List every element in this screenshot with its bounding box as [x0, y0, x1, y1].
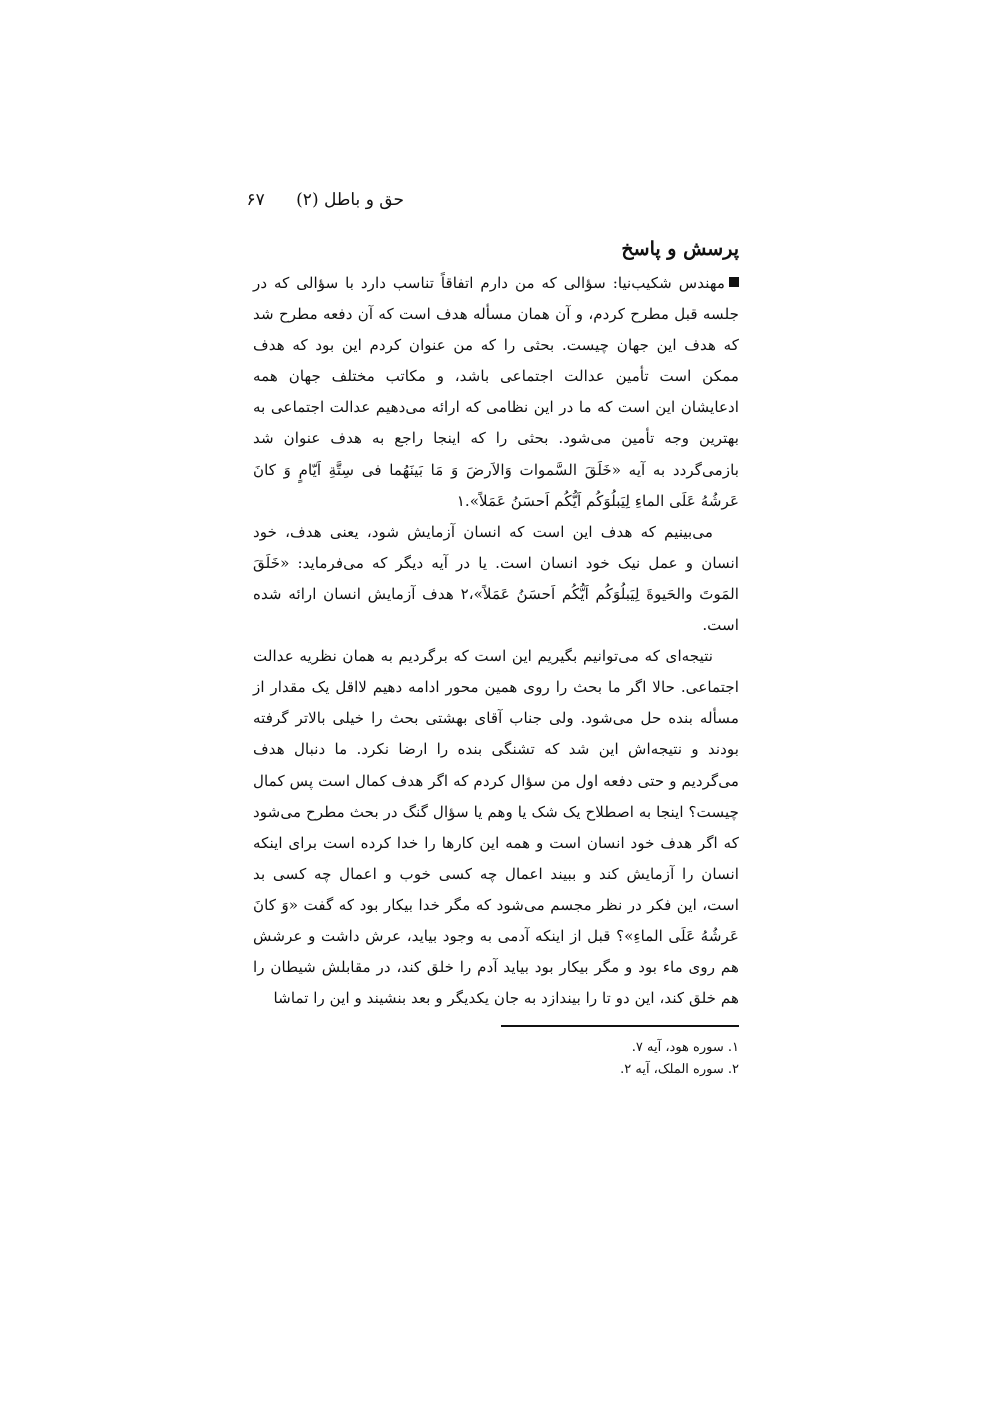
- bullet-square-icon: [729, 277, 739, 287]
- paragraph: نتیجه‌ای که می‌توانیم بگیریم این است که برگردیم به همان نظریه عدالت اجتماعی. حالا اگر ما بحث را روی همین محور ادامه دهیم لااقل یک مقدار از مسأله بنده حل می‌شود. ولی جناب آقای بهشتی بحث را خیلی بالاتر گرفته بودند و نتیجه‌اش این شد که تشنگی بنده را ارضا نکرد. ما دنبال هدف می‌گردیم و حتی دفعه اول من سؤال کردم که اگر هدف کمال است پس کمال چیست؟ اینجا به اصطلاح یک شک یا وهم یا سؤال گنگ در بحث مطرح می‌شود که اگر هدف خود انسان است و همه این کارها را خدا کرده است برای اینکه انسان را آزمایش کند و ببیند اعمال چه کسی خوب و اعمال چه کسی بد است، این فکر در نظر مجسم می‌شود که مگر خدا بیکار بود که گفت «وَ کانَ عَرشُهُ عَلَی الماءِ»؟ قبل از اینکه آدمی به وجود بیاید، عرش داشت و عرشش هم روی ماء بود و مگر بیکار بود بیاید آدم را خلق کند، در مقابلش شیطان را هم خلق کند، این دو تا را بیندازد به جان یکدیگر و بعد بنشیند و این را تماشا: [253, 647, 739, 1008]
- paragraph: می‌بینیم که هدف این است که انسان آزمایش شود، یعنی هدف، خود انسان و عمل نیک خود انسان است. یا در آیه دیگر که می‌فرماید: «خَلَقَ المَوتَ والحَیوةَ لِیَبلُوَکُم اَیُّکُم اَحسَنُ عَمَلاً»،۲ هدف آزمایش انسان ارائه شده است.: [253, 522, 739, 635]
- page-number: ۶۷: [246, 190, 265, 210]
- section-title: پرسش و پاسخ: [621, 238, 739, 260]
- main-content: [253, 232, 739, 1014]
- paragraph-question: [253, 268, 739, 517]
- footnote-2: ۲. سوره الملک، آیه ۲.: [620, 1062, 739, 1077]
- footnote-divider: [501, 1025, 739, 1027]
- footnote-1: ۱. سوره هود، آیه ۷.: [631, 1040, 739, 1055]
- running-head: [246, 190, 404, 210]
- running-head-title: حق و باطل (۲): [296, 190, 404, 210]
- paragraph-text: مهندس شکیب‌نیا: سؤالی که من دارم اتفاقاً تناسب دارد با سؤالی که در جلسه قبل مطرح کردم، و آن همان مسأله هدف است که آن دفعه مطرح شد که هدف این جهان چیست. بحثی را که من عنوان کردم این بود که هدف ممکن است تأمین عدالت اجتماعی باشد، و مکاتب مختلف جهان همه ادعایشان این است که ما در این نظامی که ارائه می‌دهیم عدالت اجتماعی به بهترین وجه تأمین می‌شود. بحثی را که اینجا راجع به هدف عنوان شد بازمی‌گردد به آیه «خَلَقَ السَّموات وَالاَرضَ وَ مَا بَینَهُما فی سِتَّةِ اَیّامٍ وَ کانَ عَرشُهُ عَلَی الماءِ لِیَبلُوَکُم اَیُّکُم اَحسَنُ عَمَلاً».۱: [253, 274, 739, 510]
- footnotes: [253, 1025, 739, 1081]
